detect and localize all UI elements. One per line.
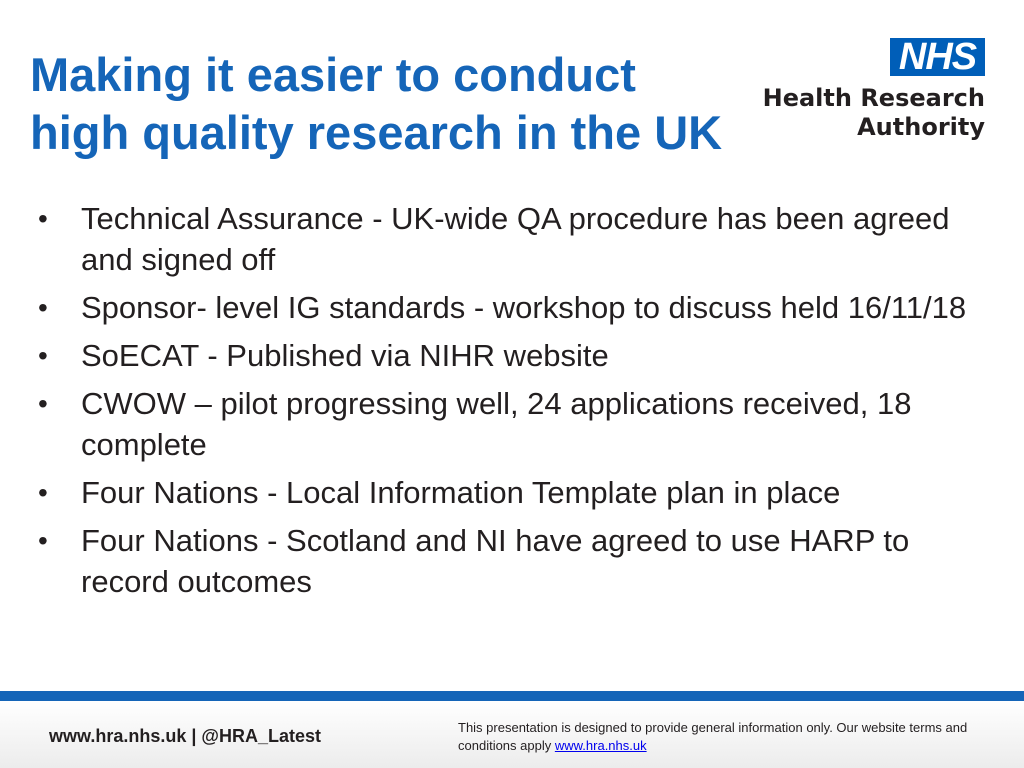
bullet-item xyxy=(38,383,978,465)
bullet-icon: • xyxy=(38,477,48,508)
bullet-icon: • xyxy=(38,203,48,234)
footer-disclaimer xyxy=(458,719,998,755)
bullet-item xyxy=(38,520,978,602)
bullet-icon: • xyxy=(38,388,48,419)
slide-title-line-2: high quality research in the UK xyxy=(30,106,723,159)
org-name-line-2: Authority xyxy=(857,113,985,141)
nhs-logo-box: NHS xyxy=(890,38,985,76)
bullet-item xyxy=(38,287,978,328)
org-name xyxy=(763,84,985,142)
org-name-line-1: Health Research xyxy=(762,84,985,112)
bullet-item xyxy=(38,472,978,513)
bullet-text: Technical Assurance - UK-wide QA procedure has been agreed and signed off xyxy=(81,201,950,277)
bullet-text: Four Nations - Scotland and NI have agreed to use HARP to record outcomes xyxy=(81,523,910,599)
bullet-text: Four Nations - Local Information Template plan in place xyxy=(81,475,841,510)
slide-title-line-1: Making it easier to conduct xyxy=(30,48,636,101)
footer-contact: www.hra.nhs.uk | @HRA_Latest xyxy=(49,726,321,746)
bullet-text: SoECAT - Published via NIHR website xyxy=(81,338,609,373)
footer-divider-bar xyxy=(0,691,1024,701)
footer-website-link[interactable]: www.hra.nhs.uk xyxy=(554,738,647,753)
bullet-item xyxy=(38,198,978,280)
bullet-text: CWOW – pilot progressing well, 24 applications received, 18 complete xyxy=(81,386,912,462)
footer xyxy=(0,701,1024,768)
slide-title xyxy=(30,46,790,162)
bullet-icon: • xyxy=(38,292,48,323)
bullet-icon: • xyxy=(38,525,48,556)
nhs-hra-logo xyxy=(762,36,985,148)
bullet-text: Sponsor- level IG standards - workshop to discuss held 16/11/18 xyxy=(81,290,967,325)
bullet-list xyxy=(38,198,978,609)
bullet-icon: • xyxy=(38,340,48,371)
bullet-item xyxy=(38,335,978,376)
footer-disclaimer-text: This presentation is designed to provide general information only. Our website terms and conditions apply xyxy=(458,720,968,753)
